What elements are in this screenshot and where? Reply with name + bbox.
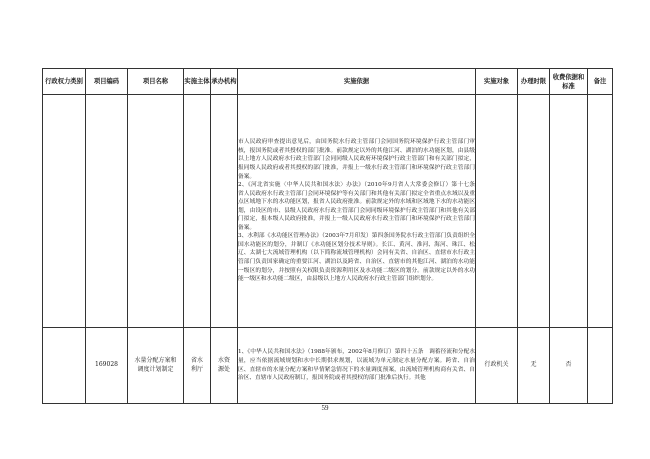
header-row bbox=[43, 69, 613, 95]
header-remark: 备注 bbox=[588, 69, 613, 95]
cell-name bbox=[128, 95, 184, 328]
cell-fee bbox=[550, 95, 588, 328]
cell-limit: 无 bbox=[518, 328, 550, 404]
cell-basis bbox=[238, 328, 476, 404]
cell-agency: 水资源处 bbox=[211, 328, 238, 404]
header-basis: 实施依据 bbox=[238, 69, 476, 95]
header-subject: 实施主体 bbox=[184, 69, 211, 95]
header-fee: 收费依据和标准 bbox=[550, 69, 588, 95]
cell-target bbox=[476, 95, 518, 328]
cell-remark bbox=[588, 95, 613, 328]
cell-remark bbox=[588, 328, 613, 404]
cell-category bbox=[43, 328, 86, 404]
cell-category bbox=[43, 95, 86, 328]
table-row bbox=[43, 328, 613, 404]
cell-subject: 省水利厅 bbox=[184, 328, 211, 404]
cell-code bbox=[86, 95, 128, 328]
basis-paragraph: 市人民政府审查提出意见后，由国务院水行政主管部门会同国务院环境保护行政主管部门审核，报国务院或者其授权的部门批准。前款规定以外的其他江河、湖泊的水功能区划，由县级以上地方人民政府水行政主管部门会同同级人民政府环境保护行政主管部门和有关部门拟定，报同级人民政府或者其授权的部门批准，并报上一级水行政主管部门和环境保护行政主管部门备案。 bbox=[238, 139, 475, 180]
power-list-table bbox=[42, 68, 613, 404]
header-target: 实施对象 bbox=[476, 69, 518, 95]
cell-target: 行政机关 bbox=[476, 328, 518, 404]
page-number: 59 bbox=[321, 404, 329, 412]
cell-name: 水量分配方案和调度计划制定 bbox=[128, 328, 184, 404]
cell-limit bbox=[518, 95, 550, 328]
cell-subject bbox=[184, 95, 211, 328]
header-code: 项目编码 bbox=[86, 69, 128, 95]
basis-paragraph: 2、《河北省实施〈中华人民共和国水法〉办法》（2010年9月省人大常委会修订）第十七条 省人民政府水行政主管部门会同环境保护等有关部门和其他有关部门拟定全省重点水域以及重点区域地下水的水功能区划，报省人民政府批准。前款规定外的水域和区域地下水的水功能区划，由设区的市、县级人民政府水行政主管部门会同同级环境保护行政主管部门和其他有关部门拟定，报本级人民政府批准，并报上一级人民政府水行政主管部门和环境保护行政主管部门备案。 bbox=[238, 182, 481, 231]
basis-paragraph: 1、《中华人民共和国水法》（1988年颁布，2002年8月修订）第四十五条 调蓄径流和分配水量，应当依据流域规划和水中长期供求规划，以流域为单元制定水量分配方案。跨省、自治区、直辖市的水量分配方案和旱情紧急情况下的水量调度预案，由流域管理机构商有关省、自治区、直辖市人民政府制订，报国务院或者其授权的部门批准后执行。其他 bbox=[238, 349, 475, 382]
header-category: 行政权力类别 bbox=[43, 69, 86, 95]
cell-code: 169028 bbox=[86, 328, 128, 404]
basis-paragraph: 3、水利部《水功能区管理办法》（2003年7月印发）第四条国务院水行政主管部门负责组织全国水功能区的划分，并制订《水功能区划分技术导则》。长江、黄河、淮河、海河、珠江、松辽、太湖七大流域管理机构（以下简称流域管理机构）会同有关省、自治区、直辖市水行政主管部门负责国家确定的重要江河、湖泊以及跨省、自治区、直辖市的其他江河、湖泊的水功能一级区的划分，并按照有关权限负责资源利用区及水功能二级区的划分。前款规定以外的水功能一级区和水功能二级区，由县级以上地方人民政府水行政主管部门组织划分。 bbox=[238, 233, 475, 283]
cell-agency bbox=[211, 95, 238, 328]
header-agency: 承办机构 bbox=[211, 69, 238, 95]
table-row bbox=[43, 95, 613, 328]
header-limit: 办理时限 bbox=[518, 69, 550, 95]
cell-basis bbox=[238, 95, 481, 328]
header-name: 项目名称 bbox=[128, 69, 184, 95]
cell-fee: 否 bbox=[550, 328, 588, 404]
